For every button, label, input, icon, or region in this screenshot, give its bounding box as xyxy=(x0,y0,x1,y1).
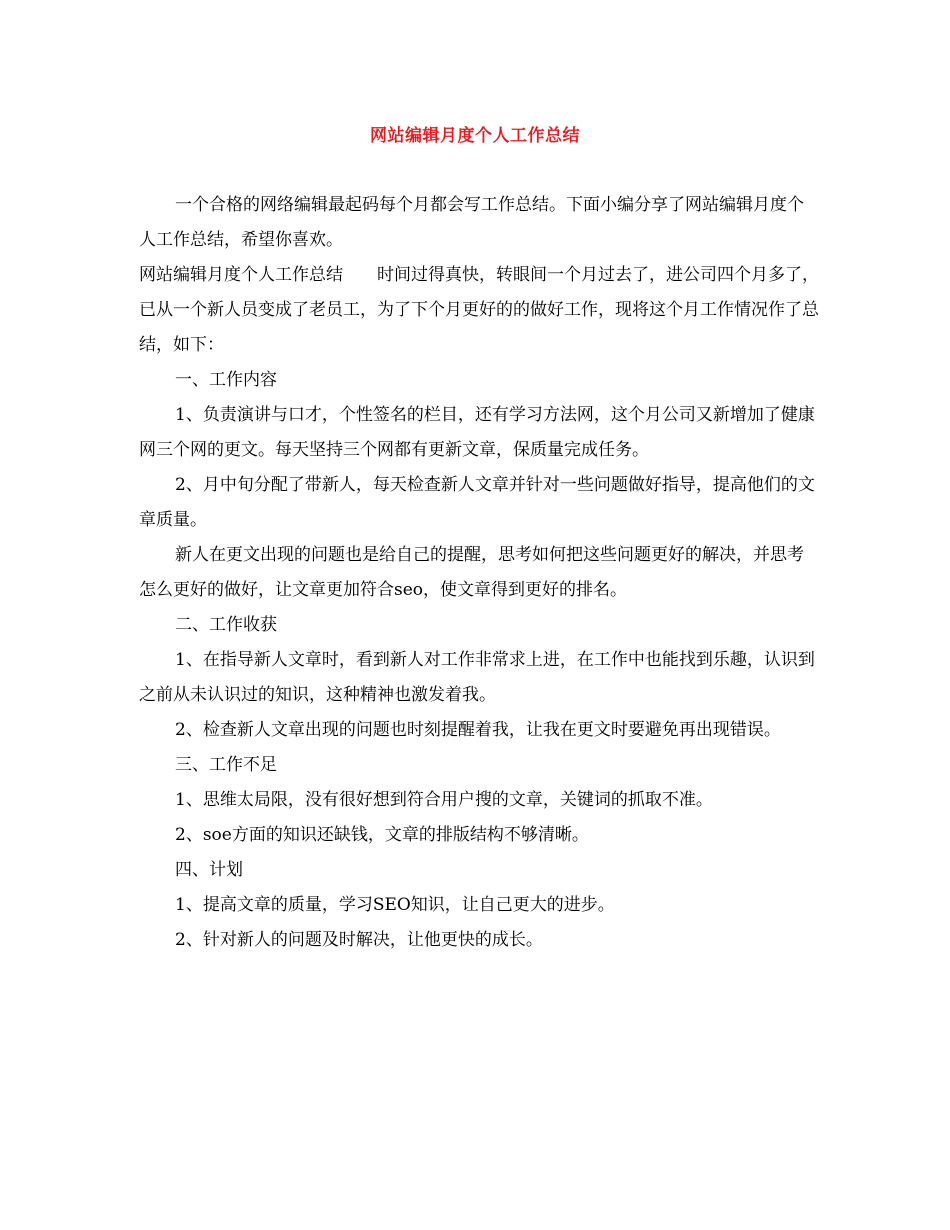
section-2-item-1: 1、在指导新人文章时，看到新人对工作非常求上进，在工作中也能找到乐趣，认识到之前从未认识过的知识，这种精神也激发着我。 xyxy=(139,650,815,705)
section-1-item-3: 新人在更文出现的问题也是给自己的提醒，思考如何把这些问题更好的解决，并思考怎么更好的做好，让文章更加符合seo，使文章得到更好的排名。 xyxy=(139,545,804,600)
section-1-heading: 一、工作内容 xyxy=(175,370,277,390)
intro-paragraph: 一个合格的网络编辑最起码每个月都会写工作总结。下面小编分享了网站编辑月度个人工作总结，希望你喜欢。 xyxy=(139,195,804,250)
subtitle-text: 网站编辑月度个人工作总结 xyxy=(139,265,343,285)
section-1-item-1: 1、负责演讲与口才，个性签名的栏目，还有学习方法网，这个月公司又新增加了健康网三个网的更文。每天坚持三个网都有更新文章，保质量完成任务。 xyxy=(139,405,815,460)
section-2-heading: 二、工作收获 xyxy=(175,615,277,635)
section-1-item-2: 2、月中旬分配了带新人，每天检查新人文章并针对一些问题做好指导，提高他们的文章质量。 xyxy=(139,475,815,530)
section-4-item-1: 1、提高文章的质量，学习SEO知识，让自己更大的进步。 xyxy=(175,895,615,915)
section-4-item-2: 2、针对新人的问题及时解决，让他更快的成长。 xyxy=(175,930,543,950)
section-3-item-2: 2、soe方面的知识还缺钱，文章的排版结构不够清晰。 xyxy=(175,825,589,845)
section-4-heading: 四、计划 xyxy=(175,860,243,880)
document-title: 网站编辑月度个人工作总结 xyxy=(370,126,580,146)
opening-paragraph xyxy=(139,258,819,363)
opening-text: 时间过得真快，转眼间一个月过去了，进公司四个月多了，已从一个新人员变成了老员工，为了下个月更好的的做好工作，现将这个月工作情况作了总结，如下： xyxy=(139,265,819,355)
section-3-item-1: 1、思维太局限，没有很好想到符合用户搜的文章，关键词的抓取不准。 xyxy=(175,790,713,810)
section-2-item-2: 2、检查新人文章出现的问题也时刻提醒着我，让我在更文时要避免再出现错误。 xyxy=(175,720,781,740)
section-3-heading: 三、工作不足 xyxy=(175,755,277,775)
document-body xyxy=(139,188,819,958)
